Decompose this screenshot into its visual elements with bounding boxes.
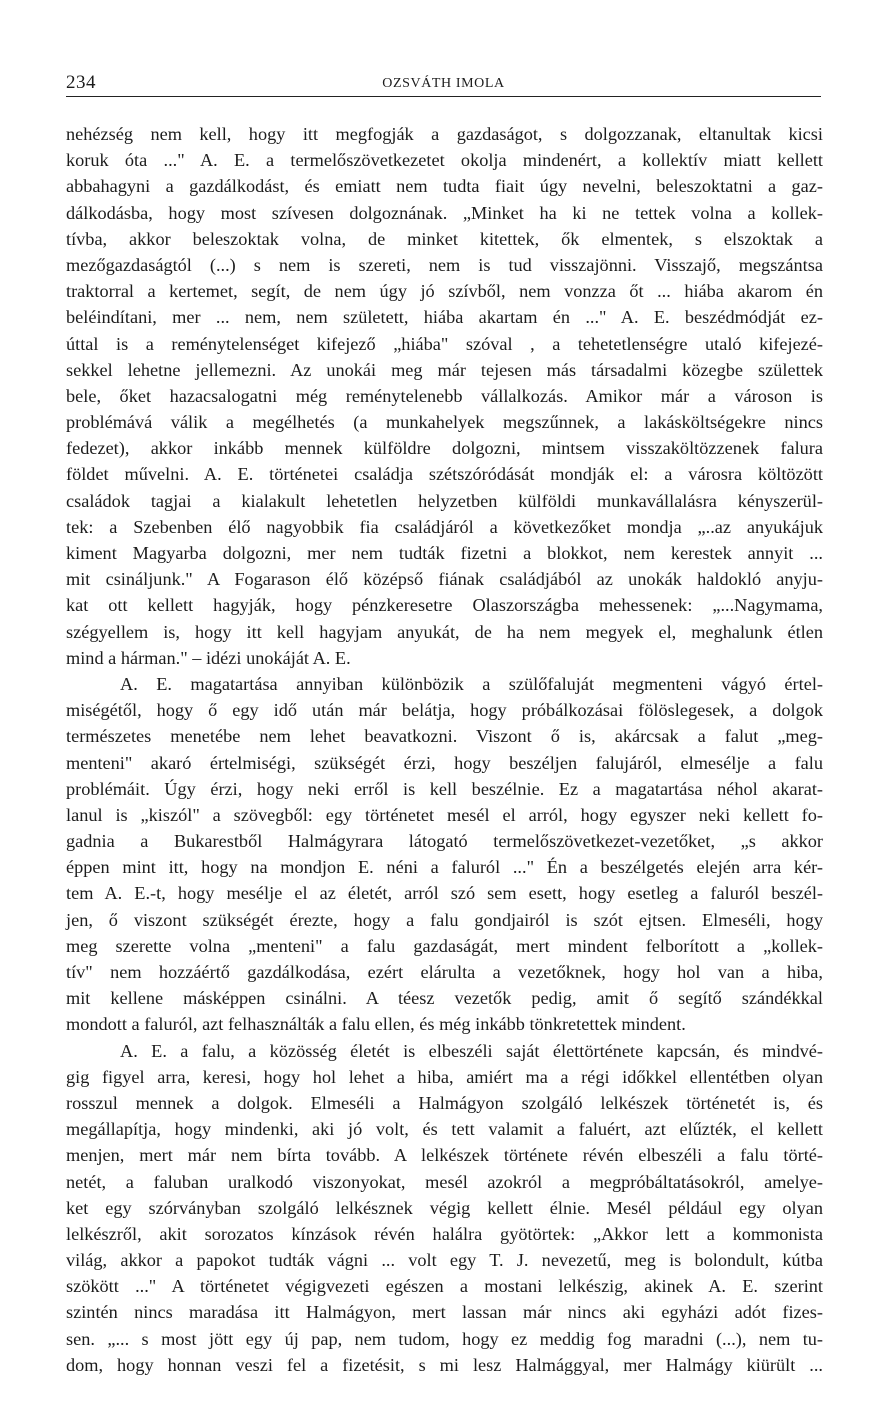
text-line: mezőgazdaságtól (...) s nem is szereti, nem is tud visszajönni. Visszajő, megszántsa <box>66 254 823 275</box>
text-line: bele, őket hazacsalogatni még reménytelenebb vállalkozás. Amikor már a városon is <box>66 385 823 406</box>
text-line: szintén nincs maradása itt Halmágyon, mert lassan már nincs aki egyházi adót fizes- <box>66 1302 823 1323</box>
text-line: miségétől, hogy ő egy idő után már belátja, hogy próbálkozásai fölöslegesek, a dolgok <box>66 700 823 721</box>
text-line: földet művelni. A. E. történetei családja szétszóródását mondják el: a városra költözött <box>66 464 823 485</box>
text-line: sekkel lehetne jellemezni. Az unokái meg már tejesen más társadalmi közegbe születtek <box>66 359 823 380</box>
text-line: kiment Magyarba dolgozni, mer nem tudták fizetni a blokkot, nem kerestek annyit ... <box>66 543 823 563</box>
text-line: tek: a Szebenben élő nagyobbik fia családjáról a következőket mondja „..az anyukájuk <box>66 516 823 537</box>
text-line: tem A. E.-t, hogy mesélje el az életét, arról szó sem esett, hogy esetleg a faluról beszél- <box>66 883 823 904</box>
text-line: dom, hogy honnan veszi fel a fizetésit, s mi lesz Halmággyal, mer Halmágy kiürült ... <box>66 1354 823 1375</box>
text-line: kat ott kellett hagyják, hogy pénzkeresetre Olaszországba mehessenek: „...Nagymama, <box>66 595 823 616</box>
text-line: lanul is „kiszól" a szövegből: egy történetet mesél el arról, hogy egyszer neki kellett fo- <box>66 804 823 825</box>
text-line: mondott a faluról, azt felhasználták a falu ellen, és még inkább tönkretettek mindent. <box>66 1014 686 1035</box>
text-line: világ, akkor a papokot tudták vágni ... volt egy T. J. nevezetű, meg is bolondult, kútba <box>66 1250 823 1271</box>
text-line: éppen mint itt, hogy na mondjon E. néni a faluról ..." Én a beszélgetés elején arra kér- <box>66 857 823 878</box>
text-line: menteni" akaró értelmiségi, szükségét érzi, hogy beszéljen falujáról, elmesélje a falu <box>66 752 823 773</box>
text-line: fedezet), akkor inkább mennek külföldre dolgozni, mintsem visszaköltözzenek falura <box>66 438 823 459</box>
text-line: problémáit. Úgy érzi, hogy neki erről is kell beszélnie. Ez a magatartása néhol akarat- <box>66 778 823 799</box>
text-line: meg szerette volna „menteni" a falu gazdaságát, mert mindent felborított a „kollek- <box>66 935 823 956</box>
text-line: gig figyel arra, keresi, hogy hol lehet a hiba, amiért ma a régi időkkel ellentétben olyan <box>66 1066 823 1087</box>
text-line: úttal is a reménytelenséget kifejező „hiába" szóval , a tehetetlenségre utaló kifejezé- <box>66 333 823 354</box>
text-line: abbahagyni a gazdálkodást, és emiatt nem tudta fiait úgy nevelni, beleszoktatni a gaz- <box>66 176 823 197</box>
text-line: A. E. a falu, a közösség életét is elbeszéli saját élettörténete kapcsán, és mindvé- <box>120 1040 823 1061</box>
text-line: menjen, mert már nem bírta tovább. A lelkészek története révén elbeszéli a falu törté- <box>66 1145 823 1166</box>
text-line: tívba, akkor beleszoktak volna, de minket kitettek, ők elmentek, s elszoktak a <box>66 228 823 249</box>
text-line: családok tagjai a kialakult lehetetlen helyzetben külföldi munkavállalásra kényszerül- <box>66 490 823 511</box>
text-line: mit csináljunk." A Fogarason élő középső fiának családjából az unokák haldokló anyju- <box>66 569 823 590</box>
text-line: netét, a faluban uralkodó viszonyokat, mesél azokról a megpróbáltatásokról, amelye- <box>66 1171 823 1192</box>
text-line: természetes menetébe nem lehet beavatkozni. Viszont ő is, akárcsak a falut „meg- <box>66 726 823 747</box>
page-number: 234 <box>66 72 96 93</box>
text-line: jen, ő viszont szükségét érezte, hogy a falu gondjairól is szót ejtsen. Elmeséli, hogy <box>66 909 823 930</box>
text-line: gadnia a Bukarestből Halmágyrara látogató termelőszövetkezet-vezetőket, „s akkor <box>66 831 823 852</box>
text-line: sen. „... s most jött egy új pap, nem tudom, hogy ez meddig fog maradni (...), nem tu- <box>66 1328 823 1349</box>
text-line: megállapítja, hogy mindenki, aki jó volt, és tett valamit a faluért, azt elűzték, el kellett <box>66 1119 823 1140</box>
text-line: lelkészről, akit sorozatos kínzások révén halálra gyötörtek: „Akkor lett a kommonista <box>66 1223 823 1244</box>
text-line: nehézség nem kell, hogy itt megfogják a gazdaságot, s dolgozzanak, eltanultak kicsi <box>66 124 823 144</box>
text-line: szökött ..." A történetet végigvezeti egészen a mostani lelkészig, akinek A. E. szerint <box>66 1276 823 1297</box>
text-line: dálkodásba, hogy most szívesen dolgoznának. „Minket ha ki ne tettek volna a kollek- <box>66 202 823 223</box>
body-text <box>66 121 823 1378</box>
text-line: tív" nem hozzáértő gazdálkodása, ezért elárulta a vezetőknek, hogy hol van a hiba, <box>66 962 823 982</box>
text-line: koruk óta ..." A. E. a termelőszövetkezetet okolja mindenért, a kollektív miatt kellett <box>66 150 823 171</box>
text-line: A. E. magatartása annyiban különbözik a szülőfaluját megmenteni vágyó értel- <box>120 673 823 694</box>
text-line: problémává válik a megélhetés (a munkahelyek megszűnnek, a lakásköltségekre nincs <box>66 412 823 433</box>
text-line: rosszul mennek a dolgok. Elmeséli a Halmágyon szolgáló lelkészek történetét is, és <box>66 1092 823 1113</box>
text-line: traktorral a kertemet, segít, de nem úgy jó szívből, nem vonzza őt ... hiába akarom én <box>66 281 823 302</box>
text-line: beléindítani, mer ... nem, nem született, hiába akartam én ..." A. E. beszédmódját ez- <box>66 307 823 328</box>
text-line: mit kellene másképpen csinálni. A téesz vezetők pedig, amit ő segítő szándékkal <box>66 988 823 1009</box>
text-line: ket egy szórványban szolgáló lelkésznek végig kellett élnie. Mesél például egy olyan <box>66 1197 823 1218</box>
page-header <box>66 72 821 97</box>
text-line: mind a hárman." – idézi unokáját A. E. <box>66 647 351 668</box>
text-line: szégyellem is, hogy itt kell hagyjam anyukát, de ha nem megyek el, meghalunk étlen <box>66 621 823 642</box>
running-head: OZSVÁTH IMOLA <box>382 76 505 91</box>
